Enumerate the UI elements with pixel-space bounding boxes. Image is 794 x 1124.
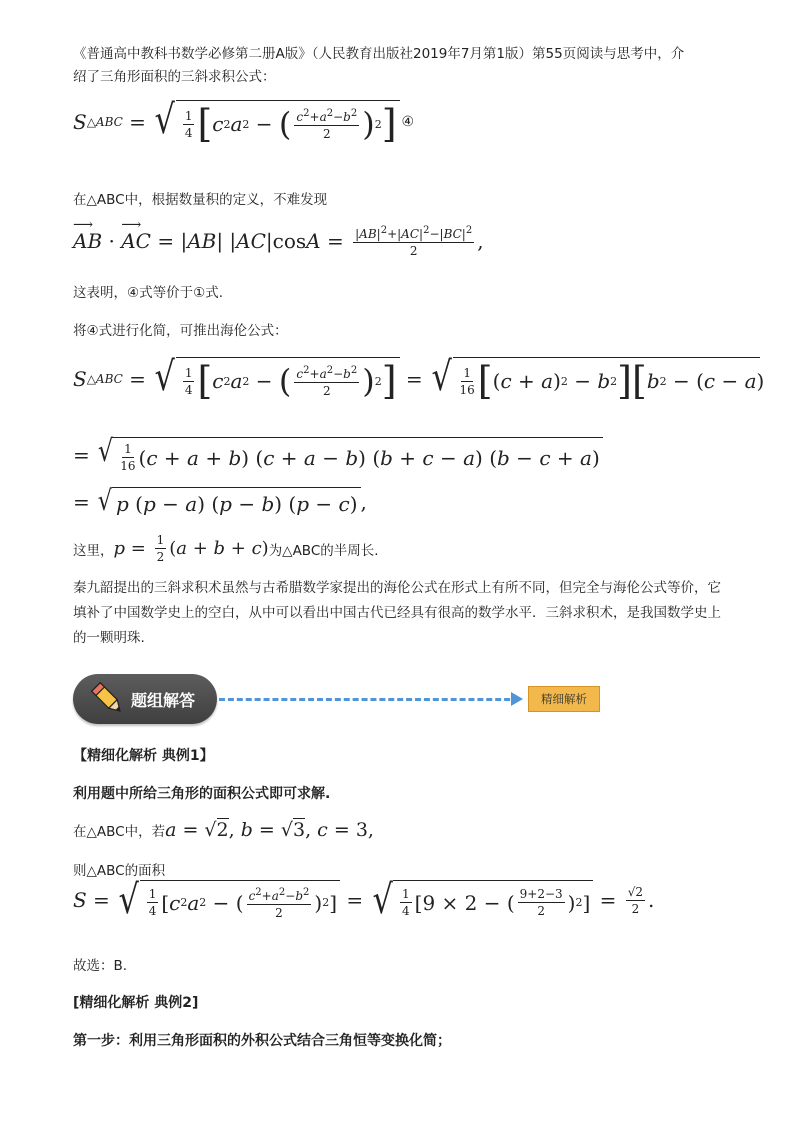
circled-four-label: ④	[401, 113, 415, 130]
example1-answer: 故选：B.	[73, 958, 128, 974]
intro-line-1: 《普通高中教科书数学必修第二册A版》（人民教育出版社2019年7月第1版）第55页阅读与思考中，介	[73, 46, 685, 62]
semiperimeter-line: 这里， p = $\frac{1}{2}$ ( a + b + c ) 为△ABC的半周长.	[73, 533, 379, 564]
triangle-dot-intro: 在△ABC中，根据数量积的定义，不难发现	[73, 192, 328, 208]
formula-four: S △ABC = √ $\frac{1}{4}$ [ c 2 a 2 − ( $\frac{c^2+a^2-b^2}{2}$ ) 2 ] ④	[73, 97, 415, 146]
heron-derivation-line-1: S △ABC = √ $\frac{1}{4}$ [ c 2 a 2 − ( $\frac{c^2+a^2-b^2}{2}$ ) 2 ] = √ $\frac{1}{16}$ [ ( c + a ) 2 − b 2 ] [ b 2 − ( c − a )	[73, 354, 765, 403]
semiperimeter-prefix: 这里，	[73, 542, 114, 559]
example1-area-formula: S = √ $\frac{1}{4}$ [ c 2 a 2 − ( $\frac{c^2+a^2-b^2}{2}$ ) 2 ] = √ $\frac{1}{4}$ [9 × 2 − ( $\frac{9+2-3}{2}$ ) 2 ] = $\frac{√2}{2}$ .	[73, 877, 655, 923]
conclusion-paragraph: 秦九韶提出的三斜求积术虽然与古希腊数学家提出的海伦公式在形式上有所不同，但完全与海伦公式等价，它填补了中国数学史上的空白，从中可以看出中国古代已经具有很高的数学水平．三斜求积术，是我国数学史上的一颗明珠.	[73, 580, 721, 646]
example1-area-prefix: 则△ABC的面积	[73, 863, 166, 879]
banner-pill	[73, 674, 217, 724]
heron-derivation-line-3: = √ p ( p − a ) ( p − b ) ( p − c ) ,	[73, 484, 367, 517]
section-banner	[73, 674, 603, 724]
example2-heading: [精细化解析 典例2]	[73, 995, 199, 1011]
detail-tag: 精细解析	[528, 686, 600, 712]
intro-line-2: 绍了三角形面积的三斜求积公式：	[73, 69, 276, 85]
example1-given: 在△ABC中，若 a = √ 2 , b = √ 3 , c = 3,	[73, 818, 374, 841]
example1-heading: 【精细化解析 典例1】	[73, 748, 214, 764]
semiperimeter-suffix: 为△ABC的半周长.	[268, 542, 379, 559]
vector-dot-formula: ⟶ AB · ⟶ AC = | AB | | AC |cos A = $\frac{|AB|^2+|AC|^2-|BC|^2}{2}$ ,	[73, 217, 484, 258]
heron-derivation-line-2: = √ $\frac{1}{16}$ ( c + a + b ) ( c + a − b ) ( b + c − a ) ( b − c + a )	[73, 437, 603, 473]
banner-label: 题组解答	[131, 691, 196, 710]
equivalence-note: 这表明，④式等价于①式.	[73, 285, 223, 301]
heron-intro: 将④式进行化简，可推出海伦公式：	[73, 323, 288, 339]
banner-dashed-line	[219, 698, 519, 701]
example1-method: 利用题中所给三角形的面积公式即可求解.	[73, 786, 331, 802]
arrow-right-icon	[511, 692, 523, 706]
example2-step1: 第一步：利用三角形面积的外积公式结合三角恒等变换化简；	[73, 1033, 451, 1049]
example1-given-prefix: 在△ABC中，若	[73, 823, 166, 840]
pencil-icon	[89, 680, 127, 718]
